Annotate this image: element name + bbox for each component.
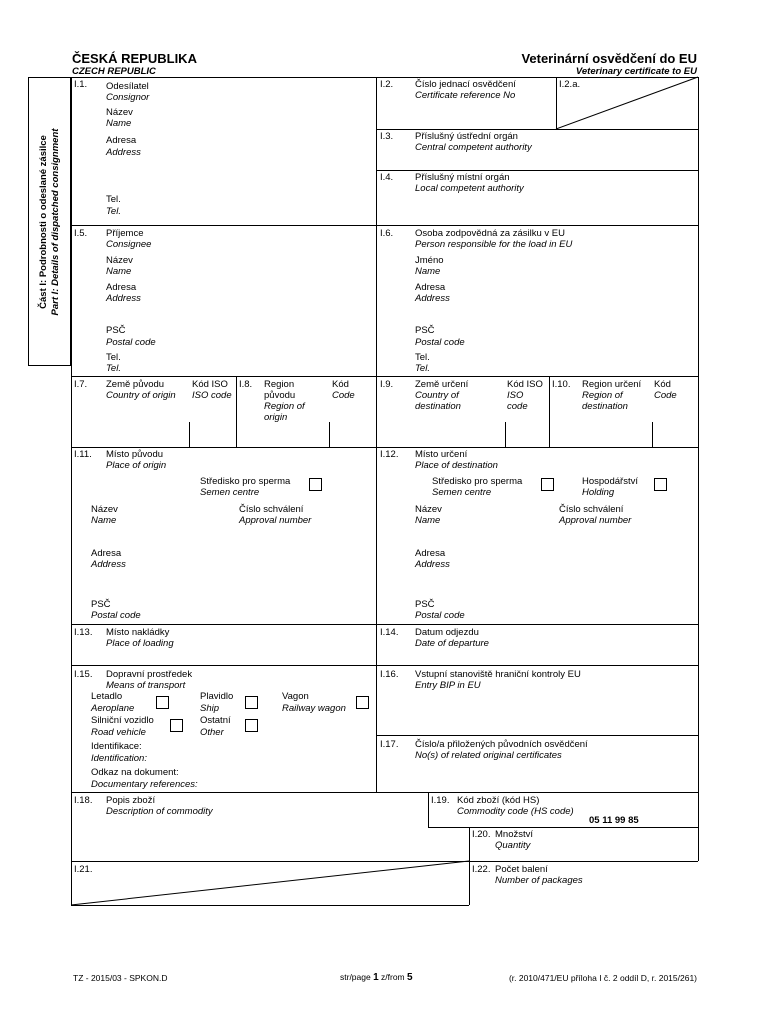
field-label-en: Central competent authority	[415, 142, 532, 153]
iso-label-en: ISO code	[192, 390, 232, 401]
field-label-cz-2: původu	[264, 390, 296, 401]
certificate-title-cz: Veterinární osvědčení do EU	[521, 51, 697, 66]
iso-label-cz: Kód ISO	[507, 379, 543, 390]
field-label-en-1: Region of	[264, 401, 305, 412]
field-label-en-2: origin	[264, 412, 288, 423]
code-label-cz: Kód	[654, 379, 671, 390]
field-label-cz: Počet balení	[495, 864, 548, 875]
box-number: I.12.	[380, 449, 399, 460]
field-label-en: Means of transport	[106, 680, 186, 691]
part-one-side-label	[28, 77, 71, 366]
field-label-en: Person responsible for the load in EU	[415, 239, 573, 250]
field-label-en-1: Country of	[415, 390, 459, 401]
field-label-cz: Kód zboží (kód HS)	[457, 795, 540, 806]
address-label-cz: Adresa	[91, 548, 122, 559]
name-label-en: Name	[415, 515, 441, 526]
field-label-cz: Dopravní prostředek	[106, 669, 193, 680]
certificate-title-en: Veterinary certificate to EU	[575, 66, 697, 77]
road-vehicle-label-en: Road vehicle	[91, 727, 146, 738]
box-number: I.14.	[380, 627, 399, 638]
field-label-en: No(s) of related original certificates	[415, 750, 562, 761]
page-mid: z/from	[381, 972, 405, 982]
name-label-en: Name	[106, 266, 132, 277]
box-number: I.13.	[74, 627, 93, 638]
field-label-en: Country of origin	[106, 390, 176, 401]
approval-label-en: Approval number	[559, 515, 632, 526]
country-name-cz: ČESKÁ REPUBLIKA	[72, 51, 197, 66]
field-label-en: Place of destination	[415, 460, 498, 471]
box-21-strikethrough	[71, 861, 469, 905]
tel-label-cz: Tel.	[106, 352, 121, 363]
field-label-en: Quantity	[495, 840, 531, 851]
box-21-number: I.21.	[74, 864, 93, 875]
box-number: I.7.	[74, 379, 88, 390]
postal-label-cz: PSČ	[415, 325, 435, 336]
doc-references-label-en: Documentary references:	[91, 779, 198, 790]
other-label-en: Other	[200, 727, 224, 738]
code-label-en: Code	[332, 390, 355, 401]
box-number: I.22.	[472, 864, 491, 875]
code-label-en: Code	[654, 390, 677, 401]
postal-label-cz: PSČ	[106, 325, 126, 336]
address-label-en: Address	[415, 559, 450, 570]
name-label-en: Name	[106, 118, 132, 129]
ship-label-cz: Plavidlo	[200, 691, 234, 702]
holding-label-cz: Hospodářství	[582, 476, 638, 487]
field-label-cz: Místo nakládky	[106, 627, 170, 638]
postal-label-cz: PSČ	[91, 599, 111, 610]
field-label-en-2: destination	[582, 401, 628, 412]
field-label-cz: Odesílatel	[106, 81, 149, 92]
semen-centre-label-en: Semen centre	[432, 487, 492, 498]
field-label-cz: Místo určení	[415, 449, 468, 460]
ship-checkbox[interactable]	[245, 696, 258, 709]
page-prefix: str/page	[340, 972, 371, 982]
name-label-cz: Název	[91, 504, 118, 515]
address-label-cz: Adresa	[106, 135, 137, 146]
footer-form-code: TZ - 2015/03 - SPKON.D	[73, 973, 168, 983]
aeroplane-label-en: Aeroplane	[91, 703, 135, 714]
box-number: I.1.	[74, 79, 88, 90]
box-number: I.17.	[380, 739, 399, 750]
footer-legal-reference: (r. 2010/471/EU příloha I č. 2 oddíl D, r. 2015/261)	[508, 973, 697, 983]
box-number: I.9.	[380, 379, 394, 390]
other-label-cz: Ostatní	[200, 715, 231, 726]
name-label-cz: Název	[415, 504, 442, 515]
field-label-cz: Množství	[495, 829, 534, 840]
field-label-en: Entry BIP in EU	[415, 680, 481, 691]
address-label-cz: Adresa	[106, 282, 137, 293]
hs-code-value: 05 11 99 85	[589, 815, 639, 826]
field-label-en: Certificate reference No	[415, 90, 516, 101]
box-number: I.8.	[239, 379, 253, 390]
box-number: I.3.	[380, 131, 394, 142]
country-name-en: CZECH REPUBLIC	[72, 66, 156, 77]
tel-label-en: Tel.	[106, 363, 121, 374]
box-number: I.19.	[431, 795, 450, 806]
approval-label-cz: Číslo schválení	[239, 504, 304, 515]
approval-label-cz: Číslo schválení	[559, 504, 624, 515]
field-label-cz: Číslo jednací osvědčení	[415, 79, 516, 90]
field-label-en: Consignee	[106, 239, 152, 250]
field-label-cz: Popis zboží	[106, 795, 156, 806]
tel-label-en: Tel.	[106, 206, 121, 217]
field-label-en: Commodity code (HS code)	[457, 806, 574, 817]
field-label-en: Description of commodity	[106, 806, 213, 817]
field-label-en: Local competent authority	[415, 183, 524, 194]
name-label-cz: Jméno	[415, 255, 444, 266]
address-label-en: Address	[106, 147, 141, 158]
field-label-cz: Datum odjezdu	[415, 627, 479, 638]
address-label-en: Address	[106, 293, 141, 304]
identification-label-cz: Identifikace:	[91, 741, 142, 752]
field-label-cz: Vstupní stanoviště hraniční kontroly EU	[415, 669, 581, 680]
field-label-en-2: destination	[415, 401, 461, 412]
address-label-en: Address	[91, 559, 126, 570]
box-number: I.6.	[380, 228, 394, 239]
destination-semen-centre-checkbox[interactable]	[541, 478, 554, 491]
ship-label-en: Ship	[200, 703, 220, 714]
box-number: I.18.	[74, 795, 93, 806]
holding-label-en: Holding	[582, 487, 615, 498]
postal-label-en: Postal code	[415, 337, 465, 348]
railway-wagon-checkbox[interactable]	[356, 696, 369, 709]
semen-centre-label-en: Semen centre	[200, 487, 260, 498]
railway-wagon-label-cz: Vagon	[282, 691, 309, 702]
box-number: I.20.	[472, 829, 491, 840]
field-label-en: Place of loading	[106, 638, 174, 649]
address-label-en: Address	[415, 293, 450, 304]
doc-references-label-cz: Odkaz na dokument:	[91, 767, 179, 778]
other-transport-checkbox[interactable]	[245, 719, 258, 732]
field-label-cz-1: Region	[264, 379, 295, 390]
tel-label-cz: Tel.	[415, 352, 430, 363]
field-label-cz: Číslo/a přiložených původních osvědčení	[415, 739, 588, 750]
field-label-cz: Osoba zodpovědná za zásilku v EU	[415, 228, 565, 239]
field-label-en: Place of origin	[106, 460, 167, 471]
box-2a-number: I.2.a.	[559, 79, 581, 90]
box-number: I.10.	[552, 379, 571, 390]
field-label-cz: Příjemce	[106, 228, 144, 239]
aeroplane-checkbox[interactable]	[156, 696, 169, 709]
field-label-cz: Země určení	[415, 379, 469, 390]
semen-centre-label-cz: Středisko pro sperma	[200, 476, 291, 487]
postal-label-en: Postal code	[415, 610, 465, 621]
tel-label-cz: Tel.	[106, 194, 121, 205]
field-label-en: Number of packages	[495, 875, 583, 886]
box-number: I.5.	[74, 228, 88, 239]
aeroplane-label-cz: Letadlo	[91, 691, 123, 702]
iso-label-en-2: code	[507, 401, 528, 412]
side-label-en: Part I: Details of dispatched consignment	[49, 128, 61, 315]
footer-page-indicator	[340, 971, 413, 984]
field-label-cz: Region určení	[582, 379, 642, 390]
field-label-en: Date of departure	[415, 638, 489, 649]
box-number: I.16.	[380, 669, 399, 680]
name-label-en: Name	[415, 266, 441, 277]
postal-label-en: Postal code	[106, 337, 156, 348]
box-number: I.2.	[380, 79, 394, 90]
iso-label-en-1: ISO	[507, 390, 524, 401]
road-vehicle-checkbox[interactable]	[170, 719, 183, 732]
semen-centre-label-cz: Středisko pro sperma	[432, 476, 523, 487]
name-label-cz: Název	[106, 107, 133, 118]
box-number: I.15.	[74, 669, 93, 680]
postal-label-en: Postal code	[91, 610, 141, 621]
field-label-cz: Příslušný ústřední orgán	[415, 131, 518, 142]
destination-holding-checkbox[interactable]	[654, 478, 667, 491]
box-number: I.4.	[380, 172, 394, 183]
page-total: 5	[407, 972, 413, 983]
approval-label-en: Approval number	[239, 515, 312, 526]
page-number: 1	[373, 972, 379, 983]
name-label-en: Name	[91, 515, 117, 526]
box-number: I.11.	[74, 449, 92, 460]
field-label-cz: Příslušný místní orgán	[415, 172, 510, 183]
tel-label-en: Tel.	[415, 363, 430, 374]
postal-label-cz: PSČ	[415, 599, 435, 610]
iso-label-cz: Kód ISO	[192, 379, 228, 390]
address-label-cz: Adresa	[415, 548, 446, 559]
identification-label-en: Identification:	[91, 753, 147, 764]
field-label-en-1: Region of	[582, 390, 623, 401]
name-label-cz: Název	[106, 255, 133, 266]
railway-wagon-label-en: Railway wagon	[282, 703, 346, 714]
origin-semen-centre-checkbox[interactable]	[309, 478, 322, 491]
side-label-cz: Část I: Podrobnosti o odeslané zásilce	[37, 134, 49, 309]
address-label-cz: Adresa	[415, 282, 446, 293]
road-vehicle-label-cz: Silniční vozidlo	[91, 715, 154, 726]
field-label-cz: Místo původu	[106, 449, 164, 460]
field-label-cz: Země původu	[106, 379, 165, 390]
field-label-en: Consignor	[106, 92, 150, 103]
code-label-cz: Kód	[332, 379, 349, 390]
